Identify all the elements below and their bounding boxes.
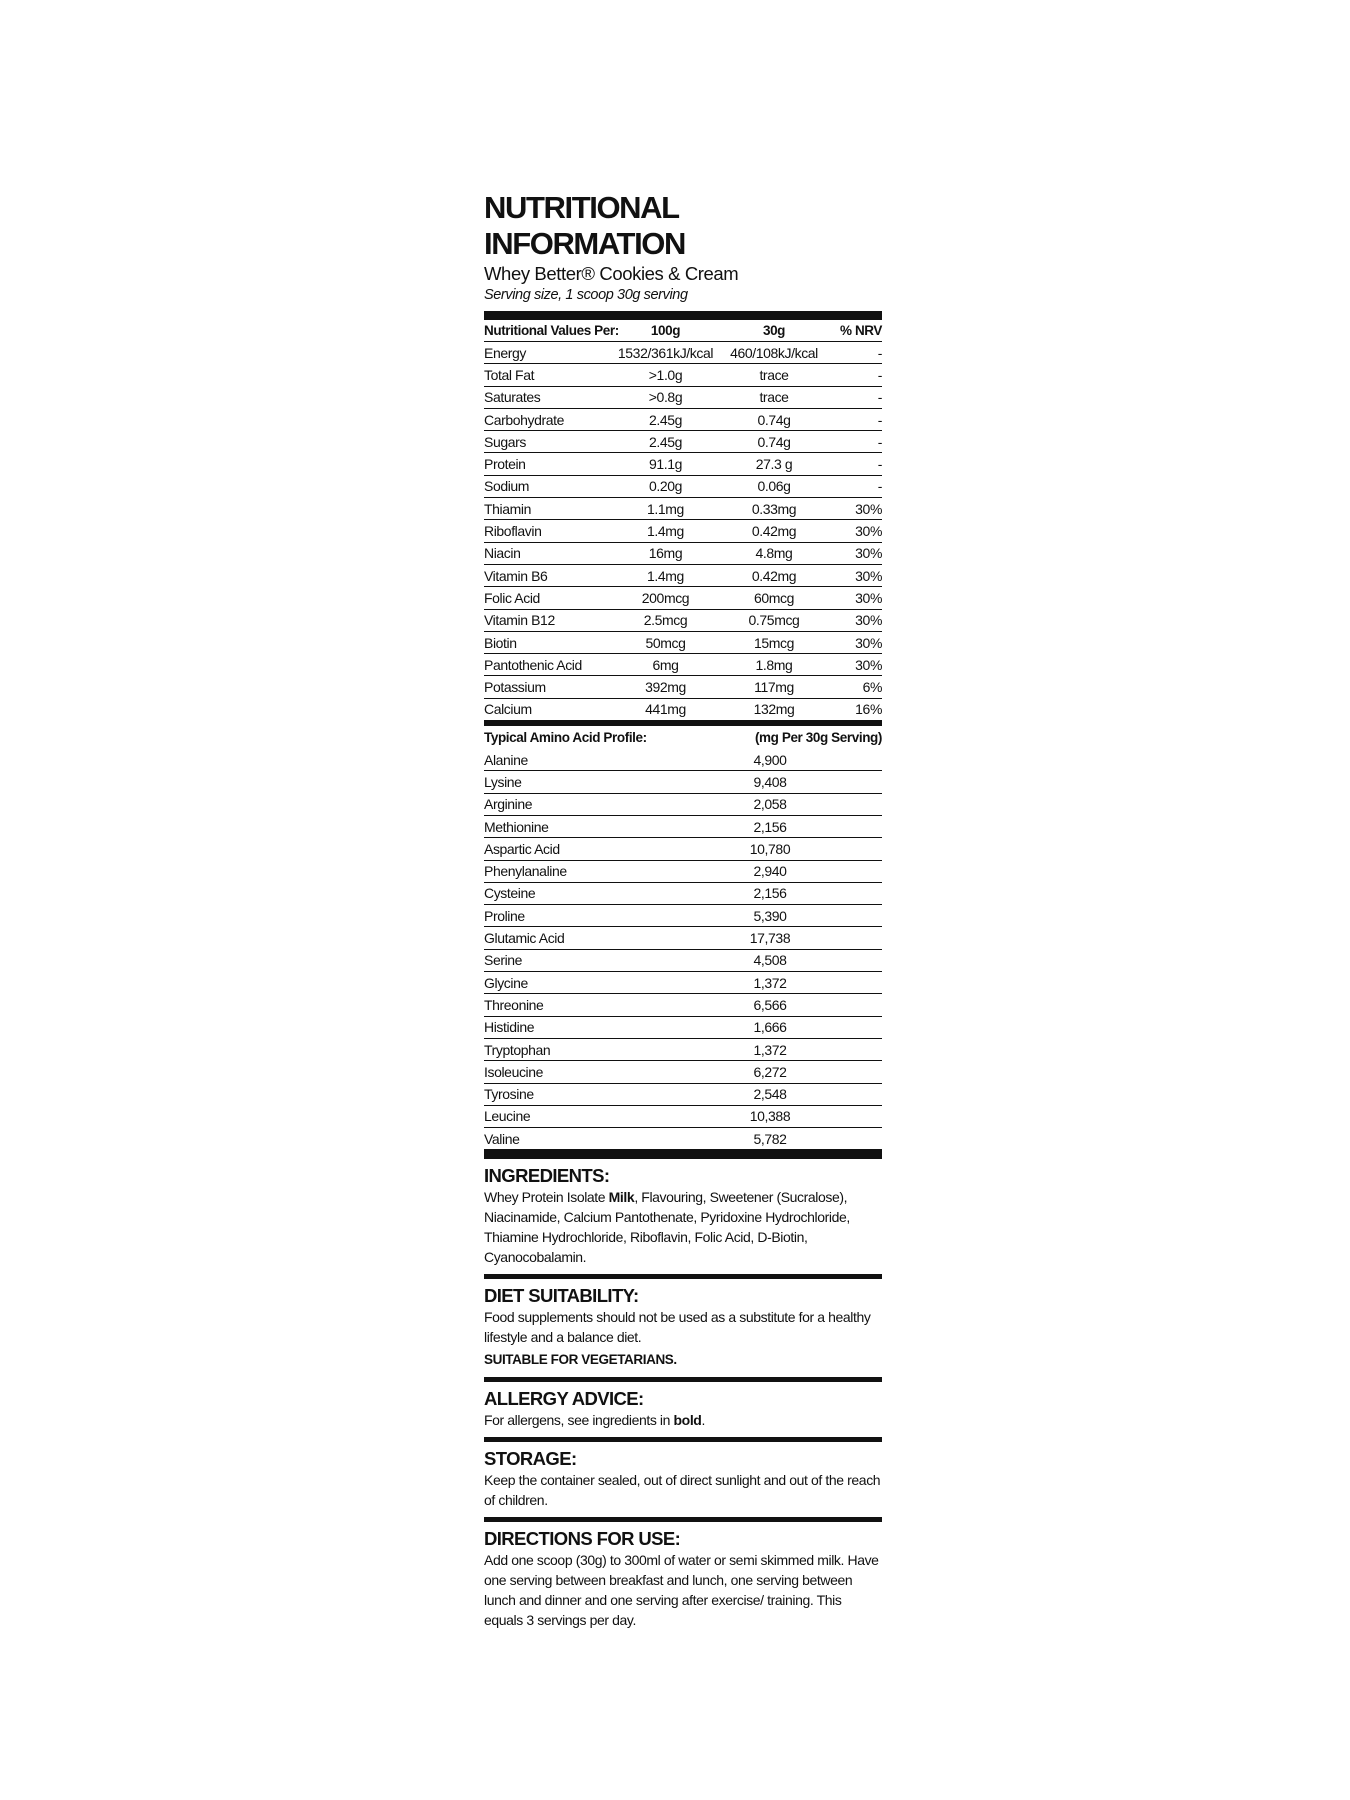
nutrition-row (484, 431, 882, 453)
nutrition-row (484, 699, 882, 721)
nrv-percent: - (877, 366, 882, 383)
serving-size: Serving size, 1 scoop 30g serving (484, 287, 688, 303)
amino-row (484, 749, 882, 771)
divider (484, 1517, 882, 1522)
amino-acid-name: Glycine (484, 974, 528, 991)
amino-acid-name: Tyrosine (484, 1086, 534, 1103)
value-per-30g: 1.8mg (755, 656, 793, 673)
allergen-milk: Milk (608, 1189, 635, 1206)
nrv-percent: 30% (855, 523, 882, 540)
nrv-percent: 30% (855, 656, 882, 673)
nutrient-name: Carbohydrate (484, 411, 565, 428)
nutrient-name: Sodium (484, 478, 530, 495)
nutrient-name: Niacin (484, 545, 521, 562)
header-amino-acid: Typical Amino Acid Profile: (484, 730, 647, 746)
nutrition-row (484, 654, 882, 676)
nrv-percent: 6% (862, 679, 882, 696)
amino-acid-amount: 2,548 (753, 1086, 787, 1103)
nutrition-row (484, 342, 882, 364)
amino-acid-amount: 2,940 (753, 863, 787, 880)
nrv-percent: - (877, 389, 882, 406)
amino-acid-name: Proline (484, 907, 525, 924)
amino-acid-name: Threonine (484, 996, 544, 1013)
value-per-100g: >1.0g (648, 366, 683, 383)
nutrition-row (484, 610, 882, 632)
amino-acid-name: Histidine (484, 1019, 535, 1036)
value-per-30g: 0.06g (757, 478, 791, 495)
directions-text: Add one scoop (30g) to 300ml of water or semi skimmed milk. Have one serving between breakfast and lunch, one serving between lunch and dinner and one serving after exercise/ training. This equals 3 servings per day. (484, 1552, 879, 1629)
amino-table-body (484, 749, 882, 1150)
amino-acid-amount: 1,666 (753, 1019, 787, 1036)
nutrient-name: Biotin (484, 634, 517, 651)
header-nutrient: Nutritional Values Per: (484, 323, 619, 338)
nrv-percent: 30% (855, 500, 882, 517)
value-per-30g: 0.33mg (751, 500, 797, 517)
value-per-30g: trace (759, 389, 789, 406)
nrv-percent: - (877, 344, 882, 361)
nutrient-name: Potassium (484, 679, 546, 696)
header-nrv: % NRV (839, 323, 882, 338)
header-per-30g: 30g (762, 323, 786, 338)
ingredients-heading: INGREDIENTS: (484, 1165, 610, 1187)
nutrient-name: Pantothenic Acid (484, 656, 582, 673)
amino-row (484, 861, 882, 883)
value-per-30g: 4.8mg (755, 545, 793, 562)
value-per-100g: 50mcg (645, 634, 686, 651)
divider (484, 1377, 882, 1382)
value-per-100g: 200mcg (641, 589, 690, 606)
allergy-bold-word: bold (673, 1412, 702, 1429)
amino-table-header (484, 726, 882, 749)
nutrition-row (484, 520, 882, 542)
amino-acid-amount: 2,156 (753, 818, 787, 835)
amino-row (484, 1017, 882, 1039)
nutrient-name: Thiamin (484, 500, 531, 517)
amino-acid-amount: 1,372 (753, 1041, 787, 1058)
value-per-30g: 0.75mcg (748, 612, 800, 629)
diet-text: Food supplements should not be used as a substitute for a healthy lifestyle and a balance diet. (484, 1309, 871, 1346)
nutrition-label (484, 190, 882, 1637)
value-per-100g: 1.4mg (647, 567, 684, 584)
diet-heading: DIET SUITABILITY: (484, 1285, 639, 1307)
amino-acid-amount: 5,782 (753, 1130, 787, 1147)
nrv-percent: 30% (855, 634, 882, 651)
nutrient-name: Energy (484, 344, 526, 361)
nutrient-name: Vitamin B6 (484, 567, 548, 584)
value-per-30g: 27.3 g (755, 456, 793, 473)
value-per-100g: >0.8g (648, 389, 683, 406)
amino-acid-name: Alanine (484, 751, 528, 768)
amino-row (484, 838, 882, 860)
value-per-100g: 1532/361kJ/kcal (617, 344, 714, 361)
allergy-text-part: For allergens, see ingredients in (484, 1412, 674, 1429)
nutrition-row (484, 632, 882, 654)
value-per-30g: 132mg (753, 701, 795, 718)
amino-row (484, 950, 882, 972)
value-per-30g: 0.74g (757, 433, 791, 450)
nrv-percent: 16% (855, 701, 882, 718)
amino-acid-amount: 2,156 (753, 885, 787, 902)
value-per-30g: 0.74g (757, 411, 791, 428)
nrv-percent: 30% (855, 612, 882, 629)
value-per-30g: 460/108kJ/kcal (730, 344, 818, 361)
amino-acid-amount: 10,388 (749, 1108, 791, 1125)
nutrition-table-header (484, 320, 882, 342)
amino-row (484, 794, 882, 816)
nutrition-row (484, 565, 882, 587)
amino-acid-amount: 4,900 (753, 751, 787, 768)
value-per-30g: 0.42mg (751, 567, 797, 584)
amino-acid-amount: 17,738 (749, 930, 791, 947)
nrv-percent: - (877, 433, 882, 450)
header-amino-amount: (mg Per 30g Serving) (754, 730, 882, 746)
amino-acid-name: Leucine (484, 1108, 531, 1125)
header-per-100g: 100g (650, 323, 681, 338)
allergy-heading: ALLERGY ADVICE: (484, 1388, 644, 1410)
amino-acid-name: Valine (484, 1130, 520, 1147)
divider (484, 1437, 882, 1442)
page-title: NUTRITIONAL INFORMATION (484, 190, 685, 261)
nrv-percent: - (877, 478, 882, 495)
amino-acid-name: Isoleucine (484, 1063, 544, 1080)
nrv-percent: 30% (855, 567, 882, 584)
storage-text: Keep the container sealed, out of direct sunlight and out of the reach of children. (484, 1472, 881, 1509)
ingredients-text (484, 1187, 882, 1267)
amino-acid-amount: 5,390 (753, 907, 787, 924)
amino-acid-name: Methionine (484, 818, 549, 835)
nutrient-name: Protein (484, 456, 526, 473)
amino-acid-name: Phenylanaline (484, 863, 567, 880)
value-per-30g: 60mcg (753, 589, 795, 606)
amino-acid-amount: 2,058 (753, 796, 787, 813)
nutrition-row (484, 676, 882, 698)
nrv-percent: 30% (855, 545, 882, 562)
value-per-100g: 1.1mg (647, 500, 684, 517)
ingredients-text-part: Whey Protein Isolate (484, 1189, 609, 1206)
amino-row (484, 927, 882, 949)
amino-row (484, 972, 882, 994)
nutrient-name: Vitamin B12 (484, 612, 555, 629)
nutrition-row (484, 543, 882, 565)
amino-row (484, 771, 882, 793)
value-per-30g: 117mg (754, 679, 794, 696)
value-per-30g: 0.42mg (751, 523, 797, 540)
value-per-100g: 2.5mcg (643, 612, 688, 629)
storage-heading: STORAGE: (484, 1448, 577, 1470)
nutrient-name: Saturates (484, 389, 541, 406)
amino-row (484, 1128, 882, 1150)
divider (484, 1150, 882, 1159)
value-per-100g: 2.45g (648, 433, 683, 450)
amino-row (484, 994, 882, 1016)
amino-row (484, 816, 882, 838)
amino-row (484, 905, 882, 927)
amino-acid-amount: 10,780 (749, 840, 791, 857)
nutrition-row (484, 387, 882, 409)
nutrient-name: Folic Acid (484, 589, 540, 606)
amino-acid-name: Serine (484, 952, 523, 969)
value-per-100g: 441mg (645, 701, 686, 718)
value-per-100g: 91.1g (648, 456, 683, 473)
amino-acid-name: Lysine (484, 773, 522, 790)
amino-acid-name: Cysteine (484, 885, 536, 902)
nutrient-name: Calcium (484, 701, 532, 718)
allergy-text-part: . (701, 1412, 705, 1429)
amino-row (484, 1039, 882, 1061)
ingredients-text-part: , Flavouring, Sweetener (Sucralose), Niacinamide, Calcium Pantothenate, Pyridoxine Hydrochloride, Thiamine Hydrochloride, Riboflavin, Folic Acid, D-Biotin, Cyanocobalamin. (484, 1189, 850, 1266)
value-per-100g: 2.45g (648, 411, 683, 428)
nutrition-row (484, 476, 882, 498)
amino-acid-amount: 4,508 (753, 952, 787, 969)
nutrient-name: Riboflavin (484, 523, 542, 540)
amino-row (484, 1084, 882, 1106)
amino-acid-name: Aspartic Acid (484, 840, 560, 857)
amino-row (484, 1106, 882, 1128)
nutrition-row (484, 364, 882, 386)
value-per-100g: 392mg (645, 679, 686, 696)
nutrient-name: Sugars (484, 433, 526, 450)
nutrition-table-body (484, 342, 882, 721)
amino-acid-name: Tryptophan (484, 1041, 551, 1058)
value-per-100g: 1.4mg (647, 523, 684, 540)
product-name: Whey Better® Cookies & Cream (484, 263, 739, 284)
amino-acid-name: Arginine (484, 796, 533, 813)
directions-heading: DIRECTIONS FOR USE: (484, 1528, 681, 1550)
amino-acid-amount: 6,272 (753, 1063, 787, 1080)
nrv-percent: - (877, 456, 882, 473)
nutrient-name: Total Fat (484, 366, 535, 383)
vegetarian-note: SUITABLE FOR VEGETARIANS. (484, 1352, 677, 1368)
nrv-percent: - (877, 411, 882, 428)
nutrition-row (484, 587, 882, 609)
value-per-30g: 15mcg (753, 634, 795, 651)
allergy-text (484, 1410, 882, 1430)
nutrition-row (484, 453, 882, 475)
divider (484, 311, 882, 320)
nutrition-row (484, 409, 882, 431)
nrv-percent: 30% (855, 589, 882, 606)
value-per-30g: trace (759, 366, 789, 383)
divider (484, 1274, 882, 1279)
amino-row (484, 883, 882, 905)
amino-acid-amount: 1,372 (753, 974, 787, 991)
value-per-100g: 16mg (648, 545, 683, 562)
value-per-100g: 0.20g (648, 478, 683, 495)
amino-acid-amount: 9,408 (753, 773, 787, 790)
value-per-100g: 6mg (652, 656, 679, 673)
amino-row (484, 1061, 882, 1083)
nutrition-row (484, 498, 882, 520)
amino-acid-name: Glutamic Acid (484, 930, 565, 947)
amino-acid-amount: 6,566 (753, 996, 787, 1013)
